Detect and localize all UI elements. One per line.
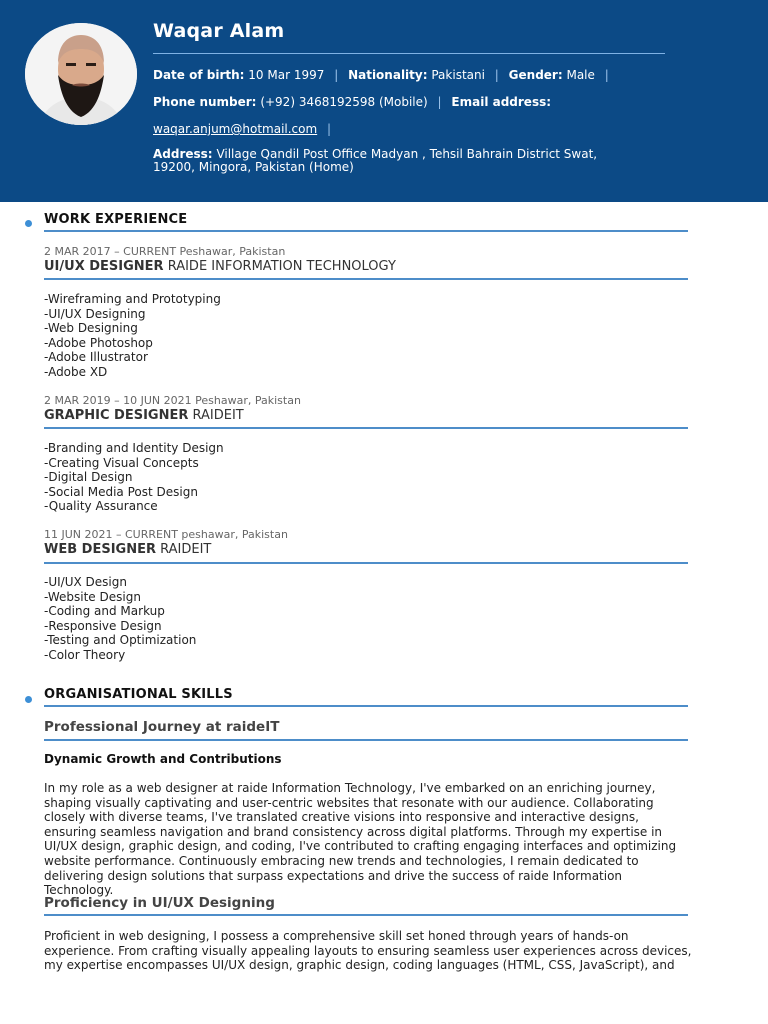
job-date-location: 2 MAR 2019 – 10 JUN 2021 Peshawar, Pakistan xyxy=(44,394,301,407)
organisational-skills-title: ORGANISATIONAL SKILLS xyxy=(44,687,233,702)
gender-value: Male xyxy=(566,68,595,82)
list-item: -Wireframing and Prototyping xyxy=(44,292,221,306)
job-role: GRAPHIC DESIGNER xyxy=(44,408,189,423)
email-link[interactable]: waqar.anjum@hotmail.com xyxy=(153,122,318,136)
job-company: RAIDEIT xyxy=(160,542,212,557)
separator: | xyxy=(334,68,339,82)
list-item: -Website Design xyxy=(44,589,141,604)
phone-value: (+92) 3468192598 (Mobile) xyxy=(260,95,428,109)
separator: | xyxy=(437,95,442,109)
job-company: RAIDE INFORMATION TECHNOLOGY xyxy=(167,259,396,274)
section-bullet-icon xyxy=(25,220,32,227)
growth-paragraph: In my role as a web designer at raide Information Technology, I've embarked on an enriching journey, shaping visually captivating and user-centric websites that resonate with our audience. Collaborating closely with diverse teams, I've translated creative visions into responsive and interactive designs, ensuring seamless navigation and brand consistency across digital platforms. Through my expertise in UI/UX design, graphic design, and coding, I've contributed to crafting engaging interfaces and optimizing website performance. Continuously embracing new trends and technologies, I remain dedicated to delivering design solutions that surpass expectations and drive the success of raide Information Technology. xyxy=(44,781,677,898)
job-date-location: 11 JUN 2021 – CURRENT peshawar, Pakistan xyxy=(44,528,288,541)
address-block xyxy=(153,148,623,174)
avatar xyxy=(25,23,137,125)
job-divider xyxy=(44,427,688,429)
email-line xyxy=(153,122,337,136)
phone-label: Phone number: xyxy=(153,95,257,109)
list-item: -Branding and Identity Design xyxy=(44,441,224,455)
email-label: Email address: xyxy=(451,95,552,109)
section-divider xyxy=(44,230,688,232)
job-role: WEB DESIGNER xyxy=(44,542,156,557)
dob-value: 10 Mar 1997 xyxy=(248,68,325,82)
section-bullet-icon xyxy=(25,696,32,703)
profile-photo xyxy=(25,23,137,125)
list-item: -UI/UX Design xyxy=(44,575,127,589)
proficiency-heading: Proficiency in UI/UX Designing xyxy=(44,895,275,911)
list-item: -Adobe XD xyxy=(44,364,108,379)
contact-info-line xyxy=(153,95,551,109)
list-item: -Color Theory xyxy=(44,647,126,662)
nationality-value: Pakistani xyxy=(431,68,485,82)
separator: | xyxy=(327,122,332,136)
list-item: -Testing and Optimization xyxy=(44,633,197,648)
journey-heading: Professional Journey at raideIT xyxy=(44,719,280,735)
candidate-name: Waqar Alam xyxy=(153,20,285,42)
job-duties-list xyxy=(44,292,221,380)
dob-label: Date of birth: xyxy=(153,68,245,82)
list-item: -UI/UX Designing xyxy=(44,306,146,321)
job-title xyxy=(44,408,244,423)
work-experience-title: WORK EXPERIENCE xyxy=(44,212,188,227)
job-date-location: 2 MAR 2017 – CURRENT Peshawar, Pakistan xyxy=(44,245,286,258)
address-label: Address: xyxy=(153,147,213,161)
list-item: -Social Media Post Design xyxy=(44,484,198,499)
list-item: -Adobe Illustrator xyxy=(44,350,148,365)
job-divider xyxy=(44,562,688,564)
separator: | xyxy=(604,68,609,82)
list-item: -Quality Assurance xyxy=(44,499,158,514)
list-item: -Web Designing xyxy=(44,321,138,336)
proficiency-paragraph: Proficient in web designing, I possess a comprehensive skill set honed through years of hands-on experience. From crafting visually appealing layouts to ensuring seamless user experiences across devices, my expertise encompasses UI/UX design, graphic design, coding languages (HTML, CSS, JavaScript), and xyxy=(44,929,692,973)
list-item: -Creating Visual Concepts xyxy=(44,455,199,470)
list-item: -Coding and Markup xyxy=(44,604,165,619)
job-duties-list xyxy=(44,575,196,663)
job-role: UI/UX DESIGNER xyxy=(44,259,164,274)
growth-heading: Dynamic Growth and Contributions xyxy=(44,752,282,766)
subsection-divider xyxy=(44,739,688,741)
section-divider xyxy=(44,705,688,707)
job-duties-list xyxy=(44,441,224,514)
job-title xyxy=(44,259,396,274)
list-item: -Adobe Photoshop xyxy=(44,335,153,350)
list-item: -Responsive Design xyxy=(44,618,162,633)
personal-info-line xyxy=(153,68,615,82)
separator: | xyxy=(494,68,499,82)
header-banner xyxy=(0,0,768,202)
job-title xyxy=(44,542,211,557)
job-company: RAIDEIT xyxy=(192,408,244,423)
name-divider xyxy=(153,53,665,54)
job-divider xyxy=(44,278,688,280)
nationality-label: Nationality: xyxy=(348,68,428,82)
address-value: Village Qandil Post Office Madyan , Tehsil Bahrain District Swat, 19200, Mingora, Pakistan (Home) xyxy=(153,147,598,174)
subsection-divider xyxy=(44,914,688,916)
gender-label: Gender: xyxy=(508,68,563,82)
list-item: -Digital Design xyxy=(44,470,133,485)
